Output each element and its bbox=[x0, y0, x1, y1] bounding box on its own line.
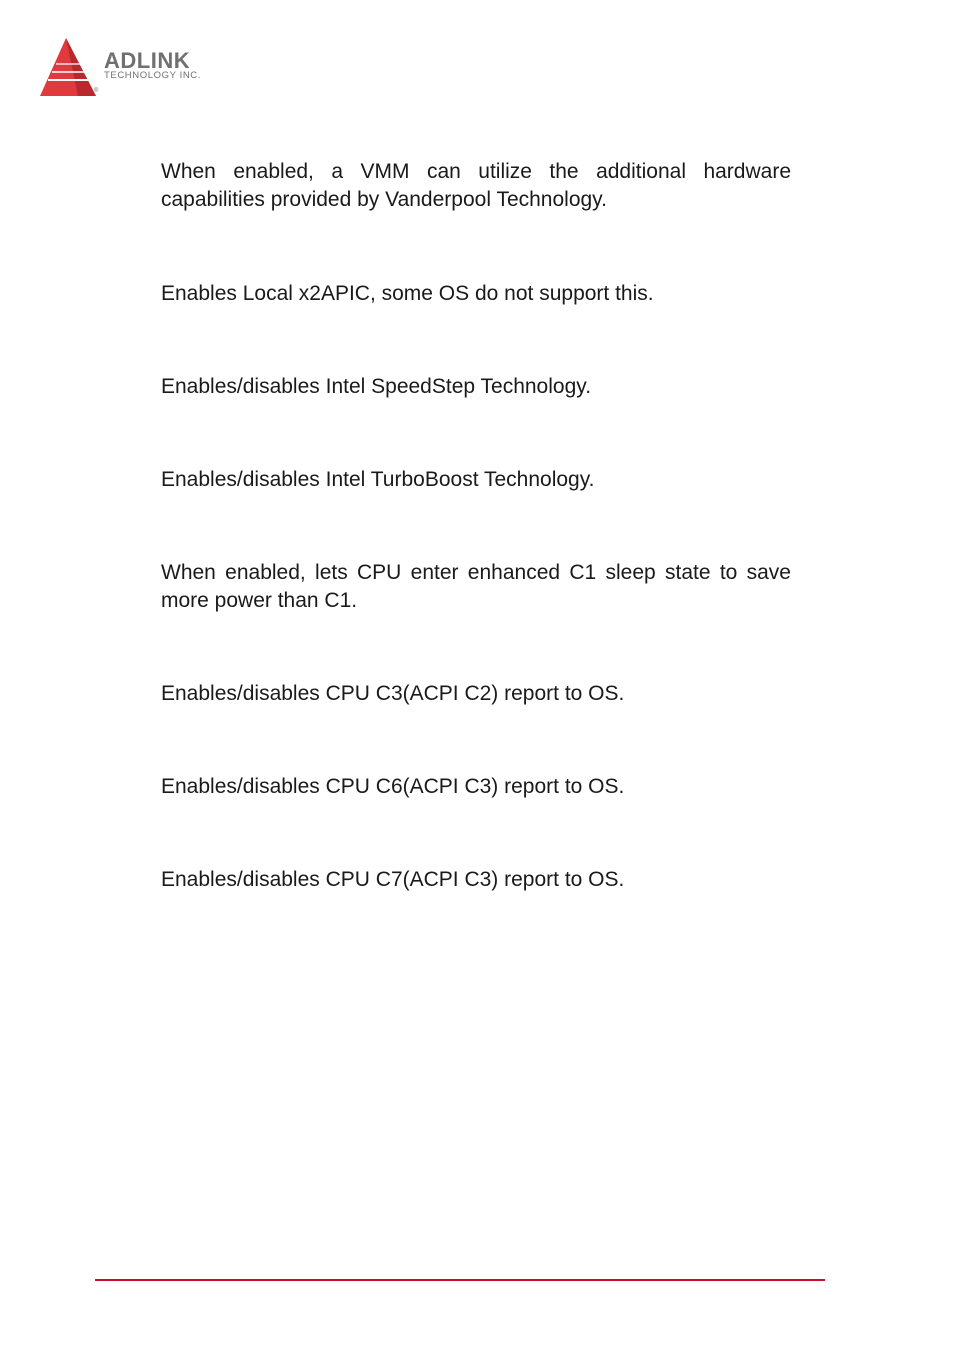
adlink-triangle-icon bbox=[38, 36, 102, 98]
logo-name: ADLINK bbox=[104, 48, 191, 73]
paragraph-c1e: When enabled, lets CPU enter enhanced C1 sleep state to save more power than C1. bbox=[161, 561, 791, 612]
paragraph-vanderpool: When enabled, a VMM can utilize the additional hardware capabilities provided by Vanderpool Technology. bbox=[161, 160, 791, 211]
paragraph-c3-report: Enables/disables CPU C3(ACPI C2) report to OS. bbox=[161, 682, 625, 705]
paragraph-c7-report: Enables/disables CPU C7(ACPI C3) report to OS. bbox=[161, 868, 625, 891]
paragraph-speedstep: Enables/disables Intel SpeedStep Technology. bbox=[161, 375, 592, 398]
paragraph-turboboost: Enables/disables Intel TurboBoost Technology. bbox=[161, 468, 595, 491]
paragraph-c6-report: Enables/disables CPU C6(ACPI C3) report to OS. bbox=[161, 775, 625, 798]
logo-subtitle: TECHNOLOGY INC. bbox=[104, 70, 201, 81]
logo-registered-mark: ® bbox=[94, 88, 99, 94]
adlink-logo bbox=[38, 36, 238, 100]
paragraph-x2apic: Enables Local x2APIC, some OS do not support this. bbox=[161, 282, 654, 305]
footer-rule bbox=[95, 1279, 825, 1281]
